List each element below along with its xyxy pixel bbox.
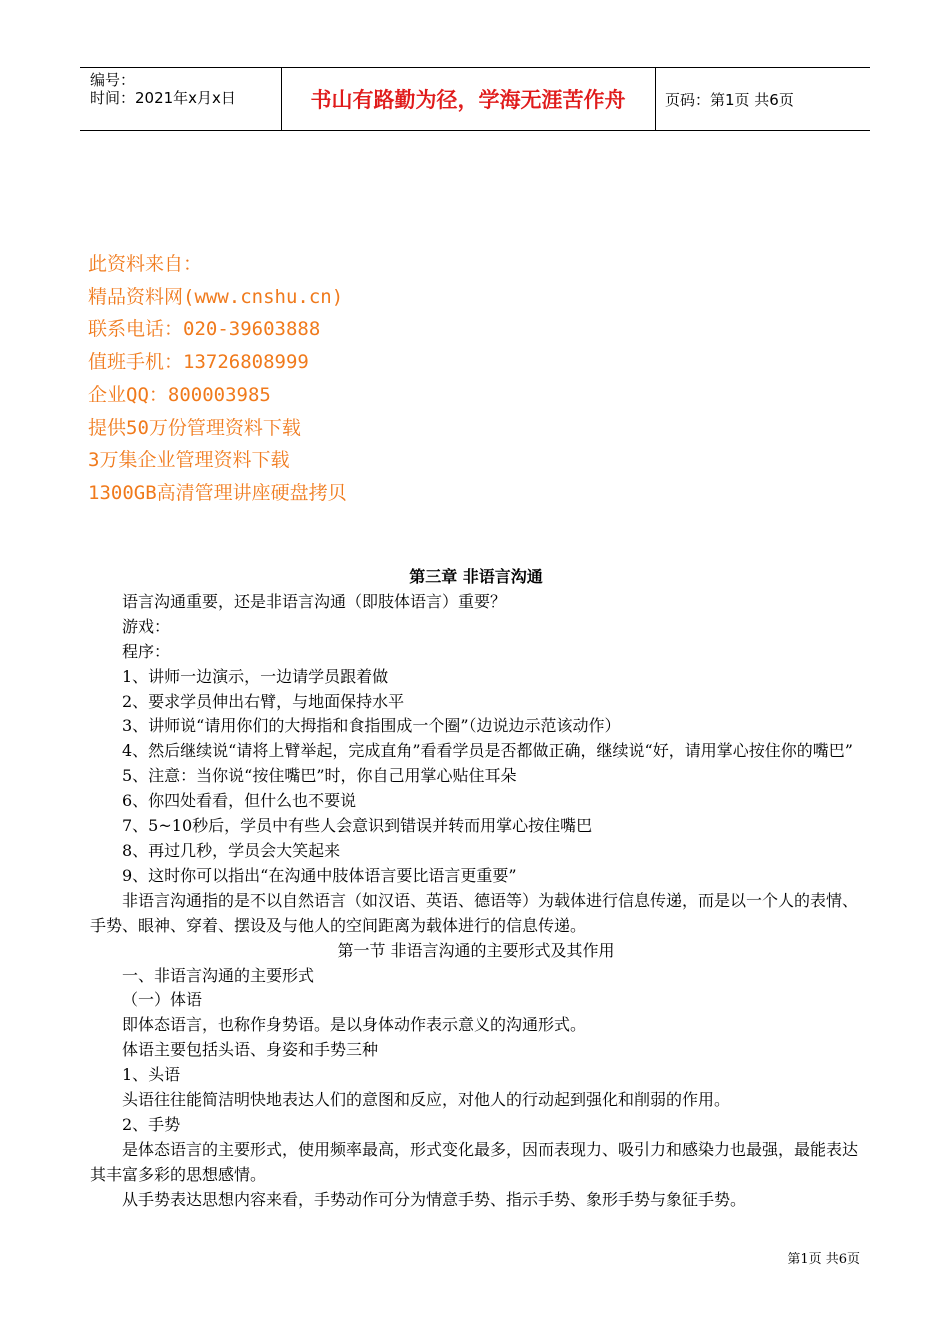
paragraph: 程序： [122, 641, 171, 661]
promo-line: 提供50万份管理资料下载 [88, 416, 301, 439]
subheading: （一）体语 [122, 990, 203, 1010]
step-item: 5、注意：当你说“按住嘴巴”时，你自己用掌心贴住耳朵 [122, 766, 517, 786]
step-item: 3、讲师说“请用你们的大拇指和食指围成一个圈”（边说边示范该动作） [122, 716, 621, 736]
promo-line: 企业QQ：800003985 [88, 383, 271, 406]
chapter-title: 第三章 非语言沟通 [409, 567, 543, 586]
subheading: 1、头语 [122, 1065, 181, 1085]
promo-line: 值班手机：13726808999 [88, 351, 309, 374]
step-item: 4、然后继续说“请将上臂举起，完成直角”看看学员是否都做正确，继续说“好，请用掌心按住你的嘴巴” [122, 741, 853, 761]
paragraph: 体语主要包括头语、身姿和手势三种 [122, 1040, 379, 1060]
promo-line: 联系电话：020-39603888 [88, 318, 321, 341]
paragraph: 从手势表达思想内容来看，手势动作可分为情意手势、指示手势、象形手势与象征手势。 [122, 1189, 747, 1209]
header-motto: 书山有路勤为径，学海无涯苦作舟 [310, 88, 626, 112]
step-item: 6、你四处看看，但什么也不要说 [122, 791, 357, 811]
doc-time-label: 时间：2021年x月x日 [90, 89, 236, 107]
promo-line: 此资料来自： [88, 253, 203, 275]
footer-page-info: 第1页 共6页 [787, 1252, 860, 1267]
header-table [80, 67, 870, 131]
step-item: 8、再过几秒，学员会大笑起来 [122, 840, 341, 860]
promo-line: 3万集企业管理资料下载 [88, 449, 290, 472]
doc-number-label: 编号： [90, 71, 136, 89]
section-title: 第一节 非语言沟通的主要形式及其作用 [337, 940, 615, 960]
step-item: 7、5~10秒后，学员中有些人会意识到错误并转而用掌心按住嘴巴 [122, 816, 593, 836]
step-item: 2、要求学员伸出右臂，与地面保持水平 [122, 691, 405, 711]
subheading: 2、手势 [122, 1114, 181, 1134]
document-body [90, 565, 862, 1213]
header-page-info: 页码：第1页 共6页 [665, 90, 794, 109]
header-meta [90, 71, 236, 107]
header-divider [655, 68, 656, 130]
paragraph: 头语往往能简洁明快地表达人们的意图和反应，对他人的行动起到强化和削弱的作用。 [122, 1090, 731, 1110]
paragraph: 非语言沟通指的是不以自然语言（如汉语、英语、德语等）为载体进行信息传递，而是以一个人的表情、手势、眼神、穿着、摆设及与他人的空间距离为载体进行的信息传递。 [90, 890, 859, 935]
promo-line: 1300GB高清管理讲座硬盘拷贝 [88, 481, 347, 504]
step-item: 9、这时你可以指出“在沟通中肢体语言要比语言更重要” [122, 865, 517, 885]
promo-block [88, 248, 347, 510]
paragraph: 即体态语言，也称作身势语。是以身体动作表示意义的沟通形式。 [122, 1015, 587, 1035]
subheading: 一、非语言沟通的主要形式 [122, 965, 315, 985]
promo-line: 精品资料网(www.cnshu.cn) [88, 285, 344, 308]
paragraph: 语言沟通重要，还是非语言沟通（即肢体语言）重要？ [122, 591, 507, 611]
paragraph: 游戏： [122, 616, 171, 636]
step-item: 1、讲师一边演示，一边请学员跟着做 [122, 666, 389, 686]
paragraph: 是体态语言的主要形式，使用频率最高，形式变化最多，因而表现力、吸引力和感染力也最强，最能表达其丰富多彩的思想感情。 [90, 1139, 859, 1184]
